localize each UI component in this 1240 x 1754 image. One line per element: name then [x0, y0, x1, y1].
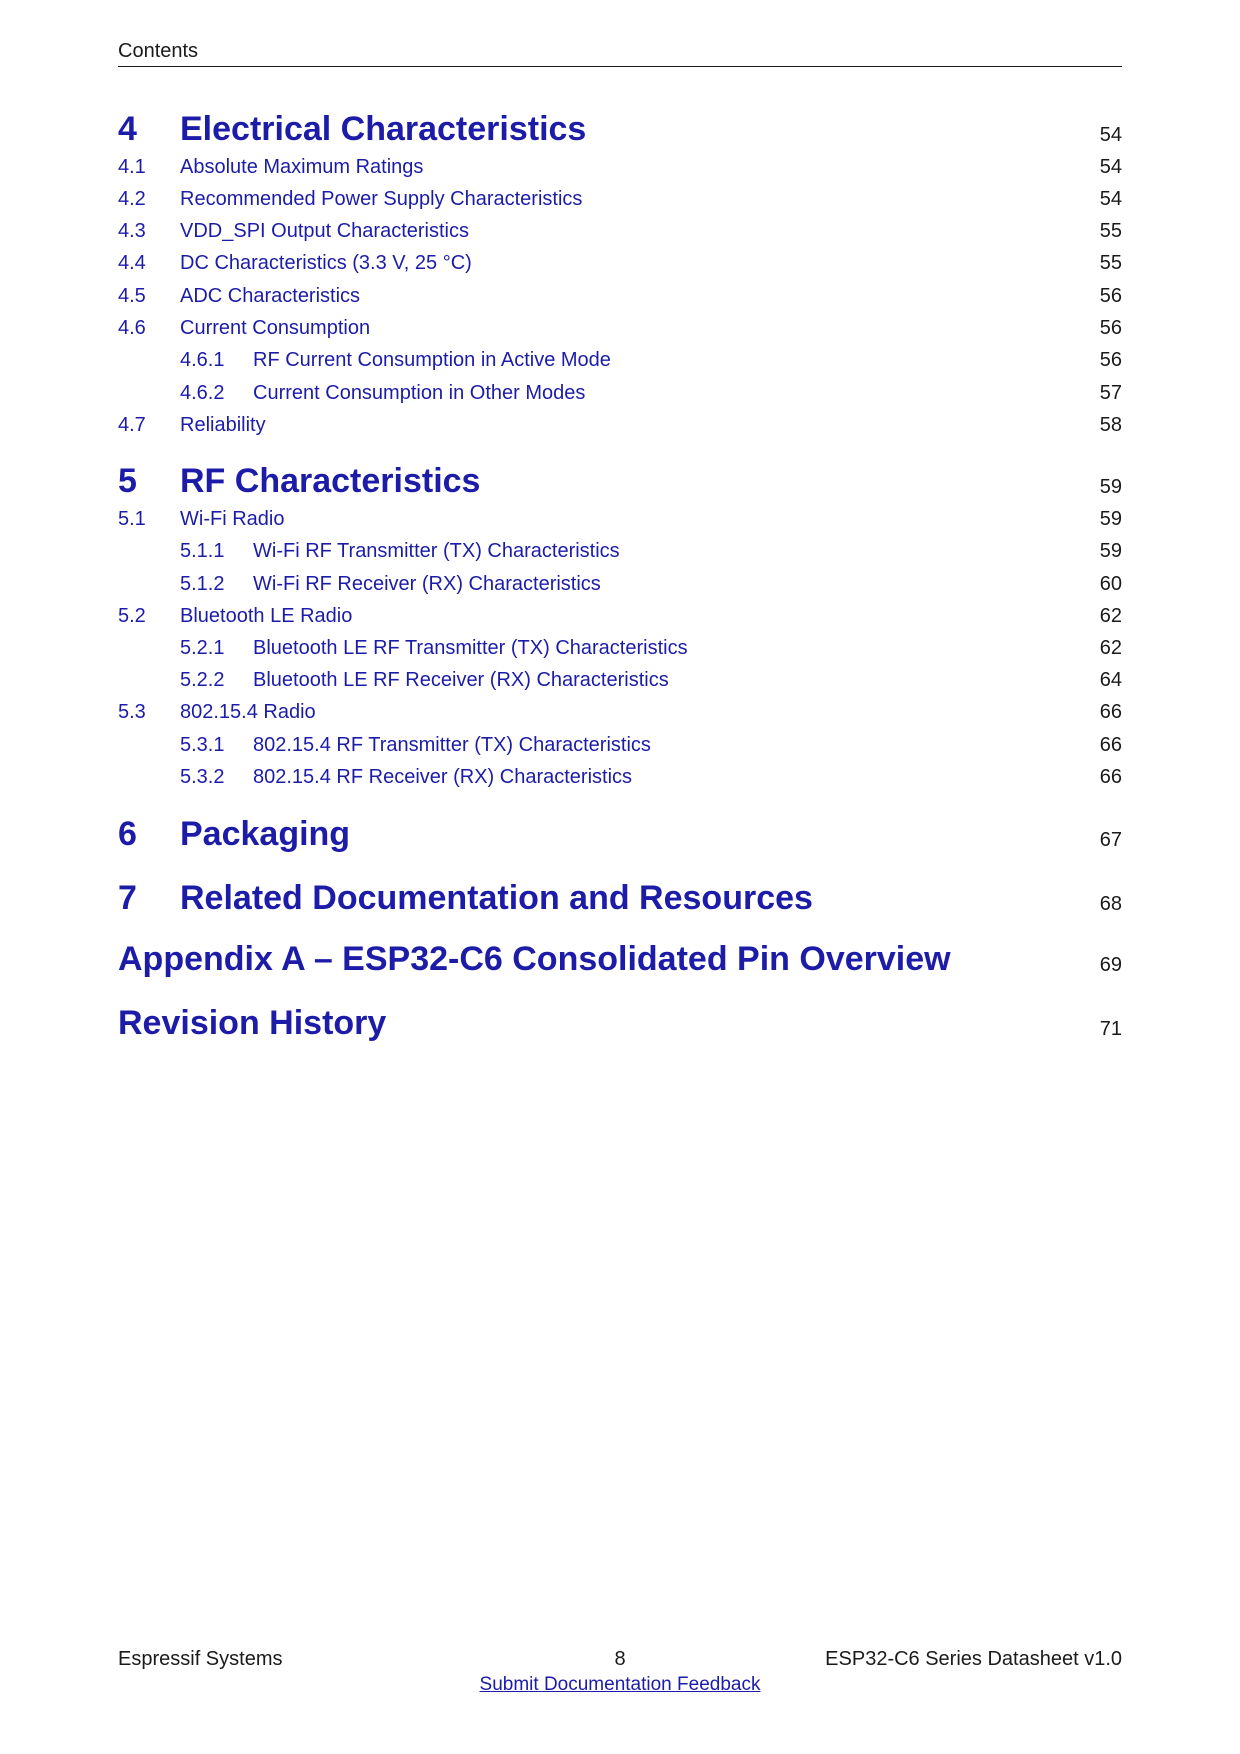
toc-section-number: 5.3 — [118, 701, 146, 723]
toc-section-title[interactable]: Wi-Fi Radio — [180, 508, 285, 530]
toc-subsection-4-6-2[interactable] — [118, 382, 1122, 408]
toc-subsection-title[interactable]: Wi-Fi RF Receiver (RX) Characteristics — [253, 573, 601, 595]
toc-subsection-number: 4.6.1 — [180, 349, 225, 371]
header-title: Contents — [118, 40, 199, 62]
toc-page-number: 57 — [1099, 382, 1122, 404]
page-header — [118, 38, 1122, 67]
toc-subsection-title[interactable]: Bluetooth LE RF Transmitter (TX) Characteristics — [253, 637, 688, 659]
toc-subsection-number: 5.2.1 — [180, 637, 225, 659]
toc-page-number: 66 — [1099, 766, 1122, 788]
toc-section-title[interactable]: Absolute Maximum Ratings — [180, 156, 424, 178]
toc-subsection-5-3-2[interactable] — [118, 766, 1122, 792]
toc-section-number: 4.5 — [118, 285, 146, 307]
toc-chapter-number: 5 — [118, 462, 137, 500]
toc-appendix-a[interactable] — [118, 940, 1122, 984]
toc-section-number: 4.6 — [118, 317, 146, 339]
toc-section-4-2[interactable] — [118, 188, 1122, 214]
toc-section-4-3[interactable] — [118, 220, 1122, 246]
toc-subsection-5-1-2[interactable] — [118, 573, 1122, 599]
toc-section-title[interactable]: DC Characteristics (3.3 V, 25 °C) — [180, 252, 472, 274]
toc-section-4-7[interactable] — [118, 414, 1122, 440]
toc-appendix-title[interactable]: Appendix A – ESP32-C6 Consolidated Pin Overview — [118, 940, 951, 978]
toc-section-number: 5.2 — [118, 605, 146, 627]
toc-page-number: 59 — [1099, 508, 1122, 530]
toc-subsection-number: 5.1.2 — [180, 573, 225, 595]
toc-section-4-6[interactable] — [118, 317, 1122, 343]
toc-section-number: 4.7 — [118, 414, 146, 436]
toc-page-number: 66 — [1099, 701, 1122, 723]
toc-subsection-5-2-1[interactable] — [118, 637, 1122, 663]
toc-page-number: 55 — [1099, 220, 1122, 242]
toc-chapter-number: 4 — [118, 110, 137, 148]
toc-chapter-7[interactable] — [118, 879, 1122, 923]
toc-page-number: 64 — [1099, 669, 1122, 691]
toc-section-title[interactable]: ADC Characteristics — [180, 285, 361, 307]
toc-chapter-number: 6 — [118, 815, 137, 853]
toc-chapter-title[interactable]: Electrical Characteristics — [180, 110, 587, 148]
toc-page-number: 66 — [1099, 734, 1122, 756]
toc-section-title[interactable]: Bluetooth LE Radio — [180, 605, 353, 627]
toc-subsection-number: 4.6.2 — [180, 382, 225, 404]
toc-page-number: 68 — [1099, 893, 1122, 915]
toc-section-5-1[interactable] — [118, 508, 1122, 534]
toc-section-4-4[interactable] — [118, 252, 1122, 278]
toc-subsection-4-6-1[interactable] — [118, 349, 1122, 375]
toc-section-5-3[interactable] — [118, 701, 1122, 727]
toc-page-number: 59 — [1099, 540, 1122, 562]
toc-section-5-2[interactable] — [118, 605, 1122, 631]
toc-section-number: 4.2 — [118, 188, 146, 210]
toc-section-number: 5.1 — [118, 508, 146, 530]
toc-section-title[interactable]: Recommended Power Supply Characteristics — [180, 188, 583, 210]
toc-subsection-title[interactable]: 802.15.4 RF Receiver (RX) Characteristics — [253, 766, 633, 788]
toc-page-number: 56 — [1099, 285, 1122, 307]
toc-page-number: 59 — [1099, 476, 1122, 498]
toc-subsection-5-3-1[interactable] — [118, 734, 1122, 760]
toc-subsection-title[interactable]: RF Current Consumption in Active Mode — [253, 349, 611, 371]
footer-doc-title: ESP32-C6 Series Datasheet v1.0 — [825, 1648, 1122, 1670]
toc-page-number: 67 — [1099, 829, 1122, 851]
toc-page-number: 56 — [1099, 349, 1122, 371]
toc-subsection-5-1-1[interactable] — [118, 540, 1122, 566]
toc-section-4-5[interactable] — [118, 285, 1122, 311]
toc-page-number: 55 — [1099, 252, 1122, 274]
footer-company: Espressif Systems — [118, 1648, 283, 1670]
toc-page-number: 54 — [1099, 124, 1122, 146]
toc-section-title[interactable]: VDD_SPI Output Characteristics — [180, 220, 469, 242]
toc-section-4-1[interactable] — [118, 156, 1122, 182]
toc-section-title[interactable]: 802.15.4 Radio — [180, 701, 316, 723]
toc-section-number: 4.1 — [118, 156, 146, 178]
toc-chapter-title[interactable]: Related Documentation and Resources — [180, 879, 813, 917]
toc-chapter-title[interactable]: Packaging — [180, 815, 351, 853]
toc-page-number: 62 — [1099, 637, 1122, 659]
toc-chapter-4[interactable] — [118, 110, 1122, 154]
footer-feedback-wrap — [0, 1674, 1240, 1696]
toc-subsection-title[interactable]: Bluetooth LE RF Receiver (RX) Characteristics — [253, 669, 669, 691]
toc-subsection-title[interactable]: Current Consumption in Other Modes — [253, 382, 586, 404]
toc-subsection-number: 5.3.1 — [180, 734, 225, 756]
toc-page-number: 60 — [1099, 573, 1122, 595]
toc-chapter-number: 7 — [118, 879, 137, 917]
footer-page-number: 8 — [614, 1648, 626, 1670]
toc-page-number: 62 — [1099, 605, 1122, 627]
toc-section-title[interactable]: Reliability — [180, 414, 266, 436]
submit-feedback-link[interactable]: Submit Documentation Feedback — [479, 1674, 761, 1695]
toc-revision-title[interactable]: Revision History — [118, 1004, 387, 1042]
toc-page-number: 54 — [1099, 188, 1122, 210]
toc-page-number: 71 — [1099, 1018, 1122, 1040]
toc-revision-history[interactable] — [118, 1004, 1122, 1048]
toc-subsection-number: 5.1.1 — [180, 540, 225, 562]
toc-subsection-title[interactable]: 802.15.4 RF Transmitter (TX) Characteristics — [253, 734, 651, 756]
toc-chapter-5[interactable] — [118, 462, 1122, 506]
toc-chapter-6[interactable] — [118, 815, 1122, 859]
toc-section-number: 4.4 — [118, 252, 146, 274]
toc-page-number: 58 — [1099, 414, 1122, 436]
toc-subsection-title[interactable]: Wi-Fi RF Transmitter (TX) Characteristics — [253, 540, 620, 562]
toc-page-number: 69 — [1099, 954, 1122, 976]
toc-page-number: 54 — [1099, 156, 1122, 178]
toc-page-number: 56 — [1099, 317, 1122, 339]
toc-chapter-title[interactable]: RF Characteristics — [180, 462, 481, 500]
toc-section-number: 4.3 — [118, 220, 146, 242]
toc-section-title[interactable]: Current Consumption — [180, 317, 371, 339]
toc-subsection-number: 5.2.2 — [180, 669, 225, 691]
toc-subsection-number: 5.3.2 — [180, 766, 225, 788]
toc-subsection-5-2-2[interactable] — [118, 669, 1122, 695]
